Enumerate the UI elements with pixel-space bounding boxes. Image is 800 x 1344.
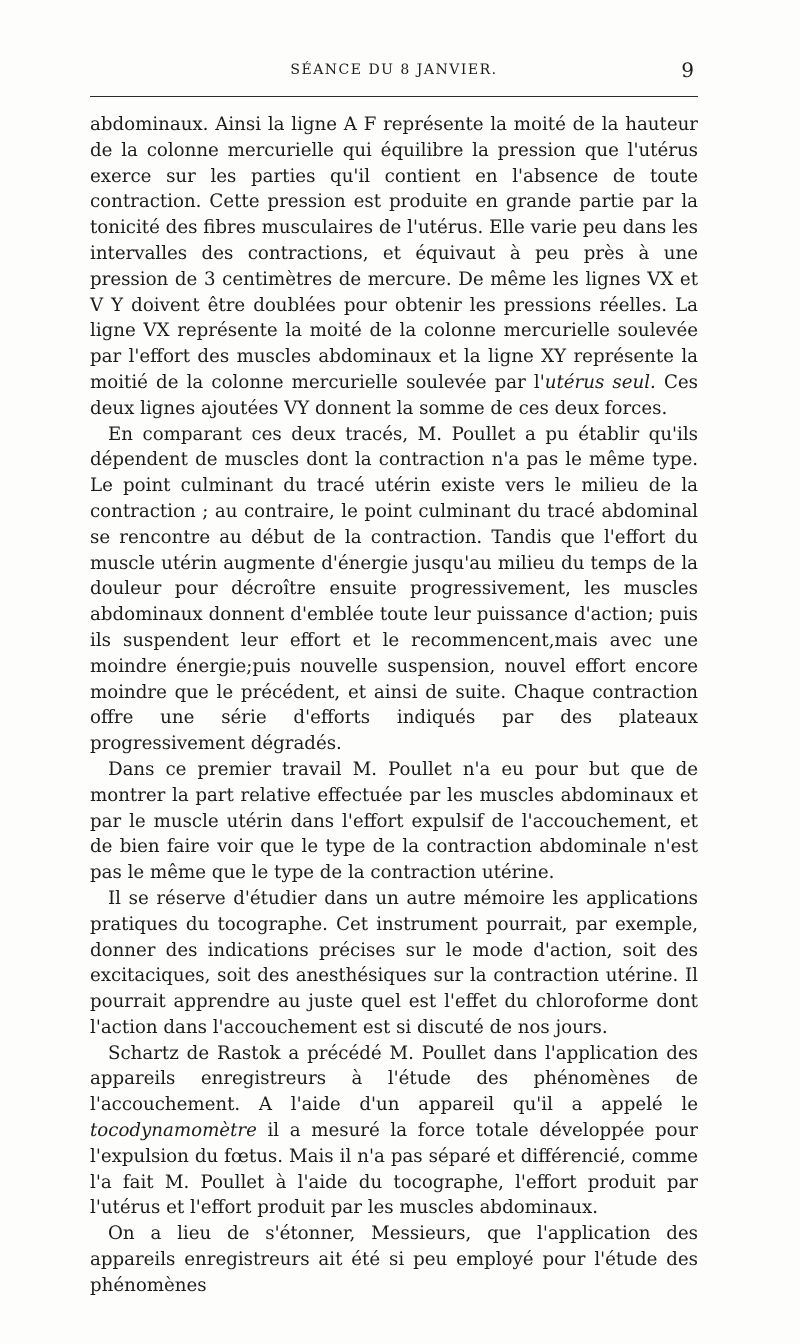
paragraph-6 <box>90 1221 698 1298</box>
text-run: On a lieu de s'étonner, Messieurs, que l'application des appareils enregistreurs ait été si peu employé pour l'étude des phénomènes <box>90 1223 698 1296</box>
paragraph-5 <box>90 1041 698 1222</box>
text-run: Schartz de Rastok a précédé M. Poullet dans l'application des appareils enregistreurs à l'étude des phénomènes de l'accouchement. A l'aide d'un appareil qu'il a appelé le <box>90 1042 698 1116</box>
italic-term: tocodynamomètre <box>90 1120 257 1142</box>
paragraph-3 <box>90 757 698 886</box>
text-run: Il se réserve d'étudier dans un autre mémoire les applications pratiques du tocographe. Cet instrument pourrait, par exemple, donner des indications précises sur le mode d'action, soit des excitaciques, soit des anesthésiques sur la contraction utérine. Il pourrait apprendre au juste quel est l'effet du chloroforme dont l'action dans l'accouchement est si discuté de nos jours. <box>90 887 698 1038</box>
paragraph-2 <box>90 422 698 757</box>
page-number: 9 <box>681 58 694 82</box>
body-text <box>90 112 698 1299</box>
italic-phrase: utérus seul. <box>544 371 656 393</box>
paragraph-4 <box>90 886 698 1041</box>
text-run: Dans ce premier travail M. Poullet n'a eu pour but que de montrer la part relative effectuée par les muscles abdominaux et par le muscle utérin dans l'effort expulsif de l'accouchement, et de bien faire voir que le type de la contraction abdominale n'est pas le même que le type de la contraction utérine. <box>90 758 698 884</box>
text-run: En comparant ces deux tracés, M. Poullet a pu établir qu'ils dépendent de muscles dont la contraction n'a pas le même type. Le point culminant du tracé utérin existe vers le milieu de la contraction ; au contraire, le point culminant du tracé abdominal se rencontre au début de la contraction. Tandis que l'effort du muscle utérin augmente d'énergie jusqu'au milieu du temps de la douleur pour décroître ensuite progressivement, les muscles abdominaux donnent d'emblée toute leur puissance d'action; puis ils suspendent leur effort et le recommencent,mais avec une moindre énergie;puis nouvelle suspension, nouvel effort encore moindre que le précédent, et ainsi de suite. Chaque contraction offre une série d'efforts indiqués par des plateaux progressivement dégradés. <box>90 423 698 755</box>
page-header <box>90 58 698 88</box>
paragraph-1 <box>90 112 698 422</box>
header-rule <box>90 96 698 97</box>
running-title: SÉANCE DU 8 JANVIER. <box>290 62 498 78</box>
text-run: abdominaux. Ainsi la ligne A F représente la moité de la hauteur de la colonne mercurielle qui équilibre la pression que l'utérus exerce sur les parties qu'il contient en l'absence de toute contraction. Cette pression est produite en grande partie par la tonicité des fibres musculaires de l'utérus. Elle varie peu dans les intervalles des contractions, et équivaut à peu près à une pression de 3 centimètres de mercure. De même les lignes VX et V Y doivent être doublées pour obtenir les pressions réelles. La ligne VX représente la moité de la colonne mercurielle soulevée par l'effort des muscles abdominaux et la ligne XY représente la moitié de la colonne mercurielle soulevée par l' <box>90 114 698 393</box>
text-run: Ces deux lignes ajoutées VY donnent la somme de ces deux forces. <box>90 371 699 419</box>
text-run: il a mesuré la force totale développée pour l'expulsion du fœtus. Mais il n'a pas séparé et différencié, comme l'a fait M. Poullet à l'aide du tocographe, l'effort produit par l'utérus et l'effort produit par les muscles abdominaux. <box>90 1120 698 1219</box>
